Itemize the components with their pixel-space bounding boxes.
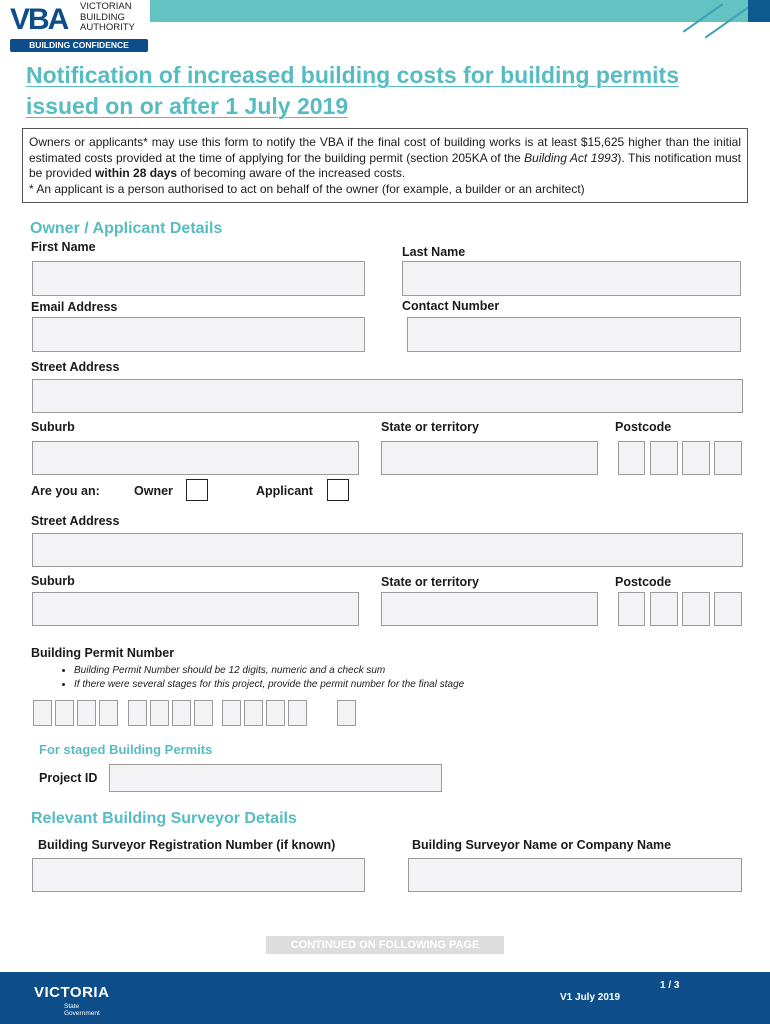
- site-state-label: State or territory: [381, 575, 479, 589]
- surveyor-section-heading: Relevant Building Surveyor Details: [31, 810, 297, 827]
- postcode-label: Postcode: [615, 420, 672, 434]
- act-name: Building Act 1993: [524, 150, 618, 165]
- permit-digit[interactable]: [150, 700, 169, 726]
- street-address-field[interactable]: [32, 379, 743, 413]
- street-address-label: Street Address: [31, 360, 120, 374]
- intro-box: [22, 128, 748, 203]
- site-postcode-digit[interactable]: [618, 592, 645, 626]
- permit-digit[interactable]: [288, 700, 307, 726]
- surveyor-registration-label: Building Surveyor Registration Number (if known): [38, 838, 336, 852]
- version-text: V1 July 2019: [560, 992, 621, 1003]
- surveyor-registration-field[interactable]: [32, 858, 365, 892]
- logo-text: [80, 2, 135, 34]
- continued-banner: CONTINUED ON FOLLOWING PAGE: [266, 936, 504, 954]
- contact-number-field[interactable]: [407, 317, 741, 352]
- contact-number-label: Contact Number: [402, 299, 500, 313]
- header-corner-block: [748, 0, 770, 22]
- page-number: 1 / 3: [660, 980, 680, 991]
- last-name-field[interactable]: [402, 261, 741, 296]
- state-label: State or territory: [381, 420, 479, 434]
- surveyor-name-label: Building Surveyor Name or Company Name: [412, 838, 672, 852]
- site-postcode-digit[interactable]: [714, 592, 742, 626]
- permit-instructions: [30, 664, 730, 692]
- logo-sub-line: Government: [64, 1010, 100, 1017]
- postcode-digit[interactable]: [714, 441, 742, 475]
- suburb-label: Suburb: [31, 420, 75, 434]
- logo-banner: BUILDING CONFIDENCE: [10, 39, 148, 52]
- project-id-label: Project ID: [39, 771, 98, 785]
- surveyor-name-field[interactable]: [408, 858, 742, 892]
- logo-line: AUTHORITY: [80, 22, 135, 33]
- site-postcode-label: Postcode: [615, 575, 672, 589]
- decorative-slash: [705, 4, 754, 39]
- footer-bar: [0, 972, 770, 1024]
- site-suburb-label: Suburb: [31, 574, 75, 588]
- first-name-label: First Name: [31, 240, 96, 254]
- owner-checkbox[interactable]: [186, 479, 208, 501]
- intro-text: of becoming aware of the increased costs.: [177, 166, 406, 180]
- victoria-logo-subtitle: [64, 1003, 100, 1017]
- applicant-option-label: Applicant: [256, 484, 313, 498]
- permit-digit[interactable]: [244, 700, 263, 726]
- state-field[interactable]: [381, 441, 598, 475]
- postcode-digit[interactable]: [650, 441, 678, 475]
- owner-section-heading: Owner / Applicant Details: [30, 220, 223, 237]
- deadline-text: within 28 days: [95, 166, 178, 180]
- site-postcode-digit[interactable]: [682, 592, 710, 626]
- intro-text: ). This notification must be provided: [29, 150, 741, 180]
- permit-digit[interactable]: [194, 700, 213, 726]
- postcode-digit[interactable]: [618, 441, 645, 475]
- intro-text: Owners or applicants* may use this form to notify the VBA if the final cost of building works is at least $15,625 higher than the initial estimated costs provided at the time of applying for the building permit (section 205KA of the: [29, 135, 741, 165]
- permit-digit[interactable]: [266, 700, 285, 726]
- first-name-field[interactable]: [32, 261, 365, 296]
- intro-paragraph: [29, 135, 741, 182]
- victoria-logo: VICTORIA: [34, 984, 110, 1001]
- project-id-field[interactable]: [109, 764, 442, 792]
- postcode-digit[interactable]: [682, 441, 710, 475]
- site-suburb-field[interactable]: [32, 592, 359, 626]
- permit-digit[interactable]: [128, 700, 147, 726]
- permit-digit[interactable]: [77, 700, 96, 726]
- site-postcode-digit[interactable]: [650, 592, 678, 626]
- permit-instruction: • If there were several stages for this project, provide the permit number for the final stage: [74, 678, 730, 692]
- logo-mark: VBA: [10, 3, 68, 36]
- header-band: [150, 0, 770, 22]
- email-label: Email Address: [31, 300, 118, 314]
- permit-digit[interactable]: [33, 700, 52, 726]
- logo-line: VICTORIAN: [80, 1, 132, 12]
- permit-digit[interactable]: [222, 700, 241, 726]
- site-street-address-label: Street Address: [31, 514, 120, 528]
- logo-sub-line: State: [64, 1003, 80, 1010]
- email-field[interactable]: [32, 317, 365, 352]
- site-state-field[interactable]: [381, 592, 598, 626]
- owner-option-label: Owner: [134, 484, 173, 498]
- staged-permits-heading: For staged Building Permits: [39, 742, 213, 757]
- title-line-1: Notification of increased building costs for building permits: [26, 62, 679, 88]
- suburb-field[interactable]: [32, 441, 359, 475]
- vba-logo: [10, 2, 150, 50]
- page-title: [26, 60, 746, 122]
- logo-line: BUILDING: [80, 11, 125, 23]
- permit-check-digit[interactable]: [337, 700, 356, 726]
- role-question-label: Are you an:: [31, 484, 100, 498]
- permit-digit[interactable]: [99, 700, 118, 726]
- applicant-checkbox[interactable]: [327, 479, 349, 501]
- permit-number-label: Building Permit Number: [31, 646, 175, 660]
- permit-instruction: • Building Permit Number should be 12 digits, numeric and a check sum: [74, 664, 730, 678]
- site-street-address-field[interactable]: [32, 533, 743, 567]
- last-name-label: Last Name: [402, 245, 466, 259]
- intro-footnote: * An applicant is a person authorised to act on behalf of the owner (for example, a builder or an architect): [29, 181, 585, 196]
- title-line-2: issued on or after 1 July 2019: [26, 93, 349, 119]
- permit-digit[interactable]: [55, 700, 74, 726]
- permit-digit[interactable]: [172, 700, 191, 726]
